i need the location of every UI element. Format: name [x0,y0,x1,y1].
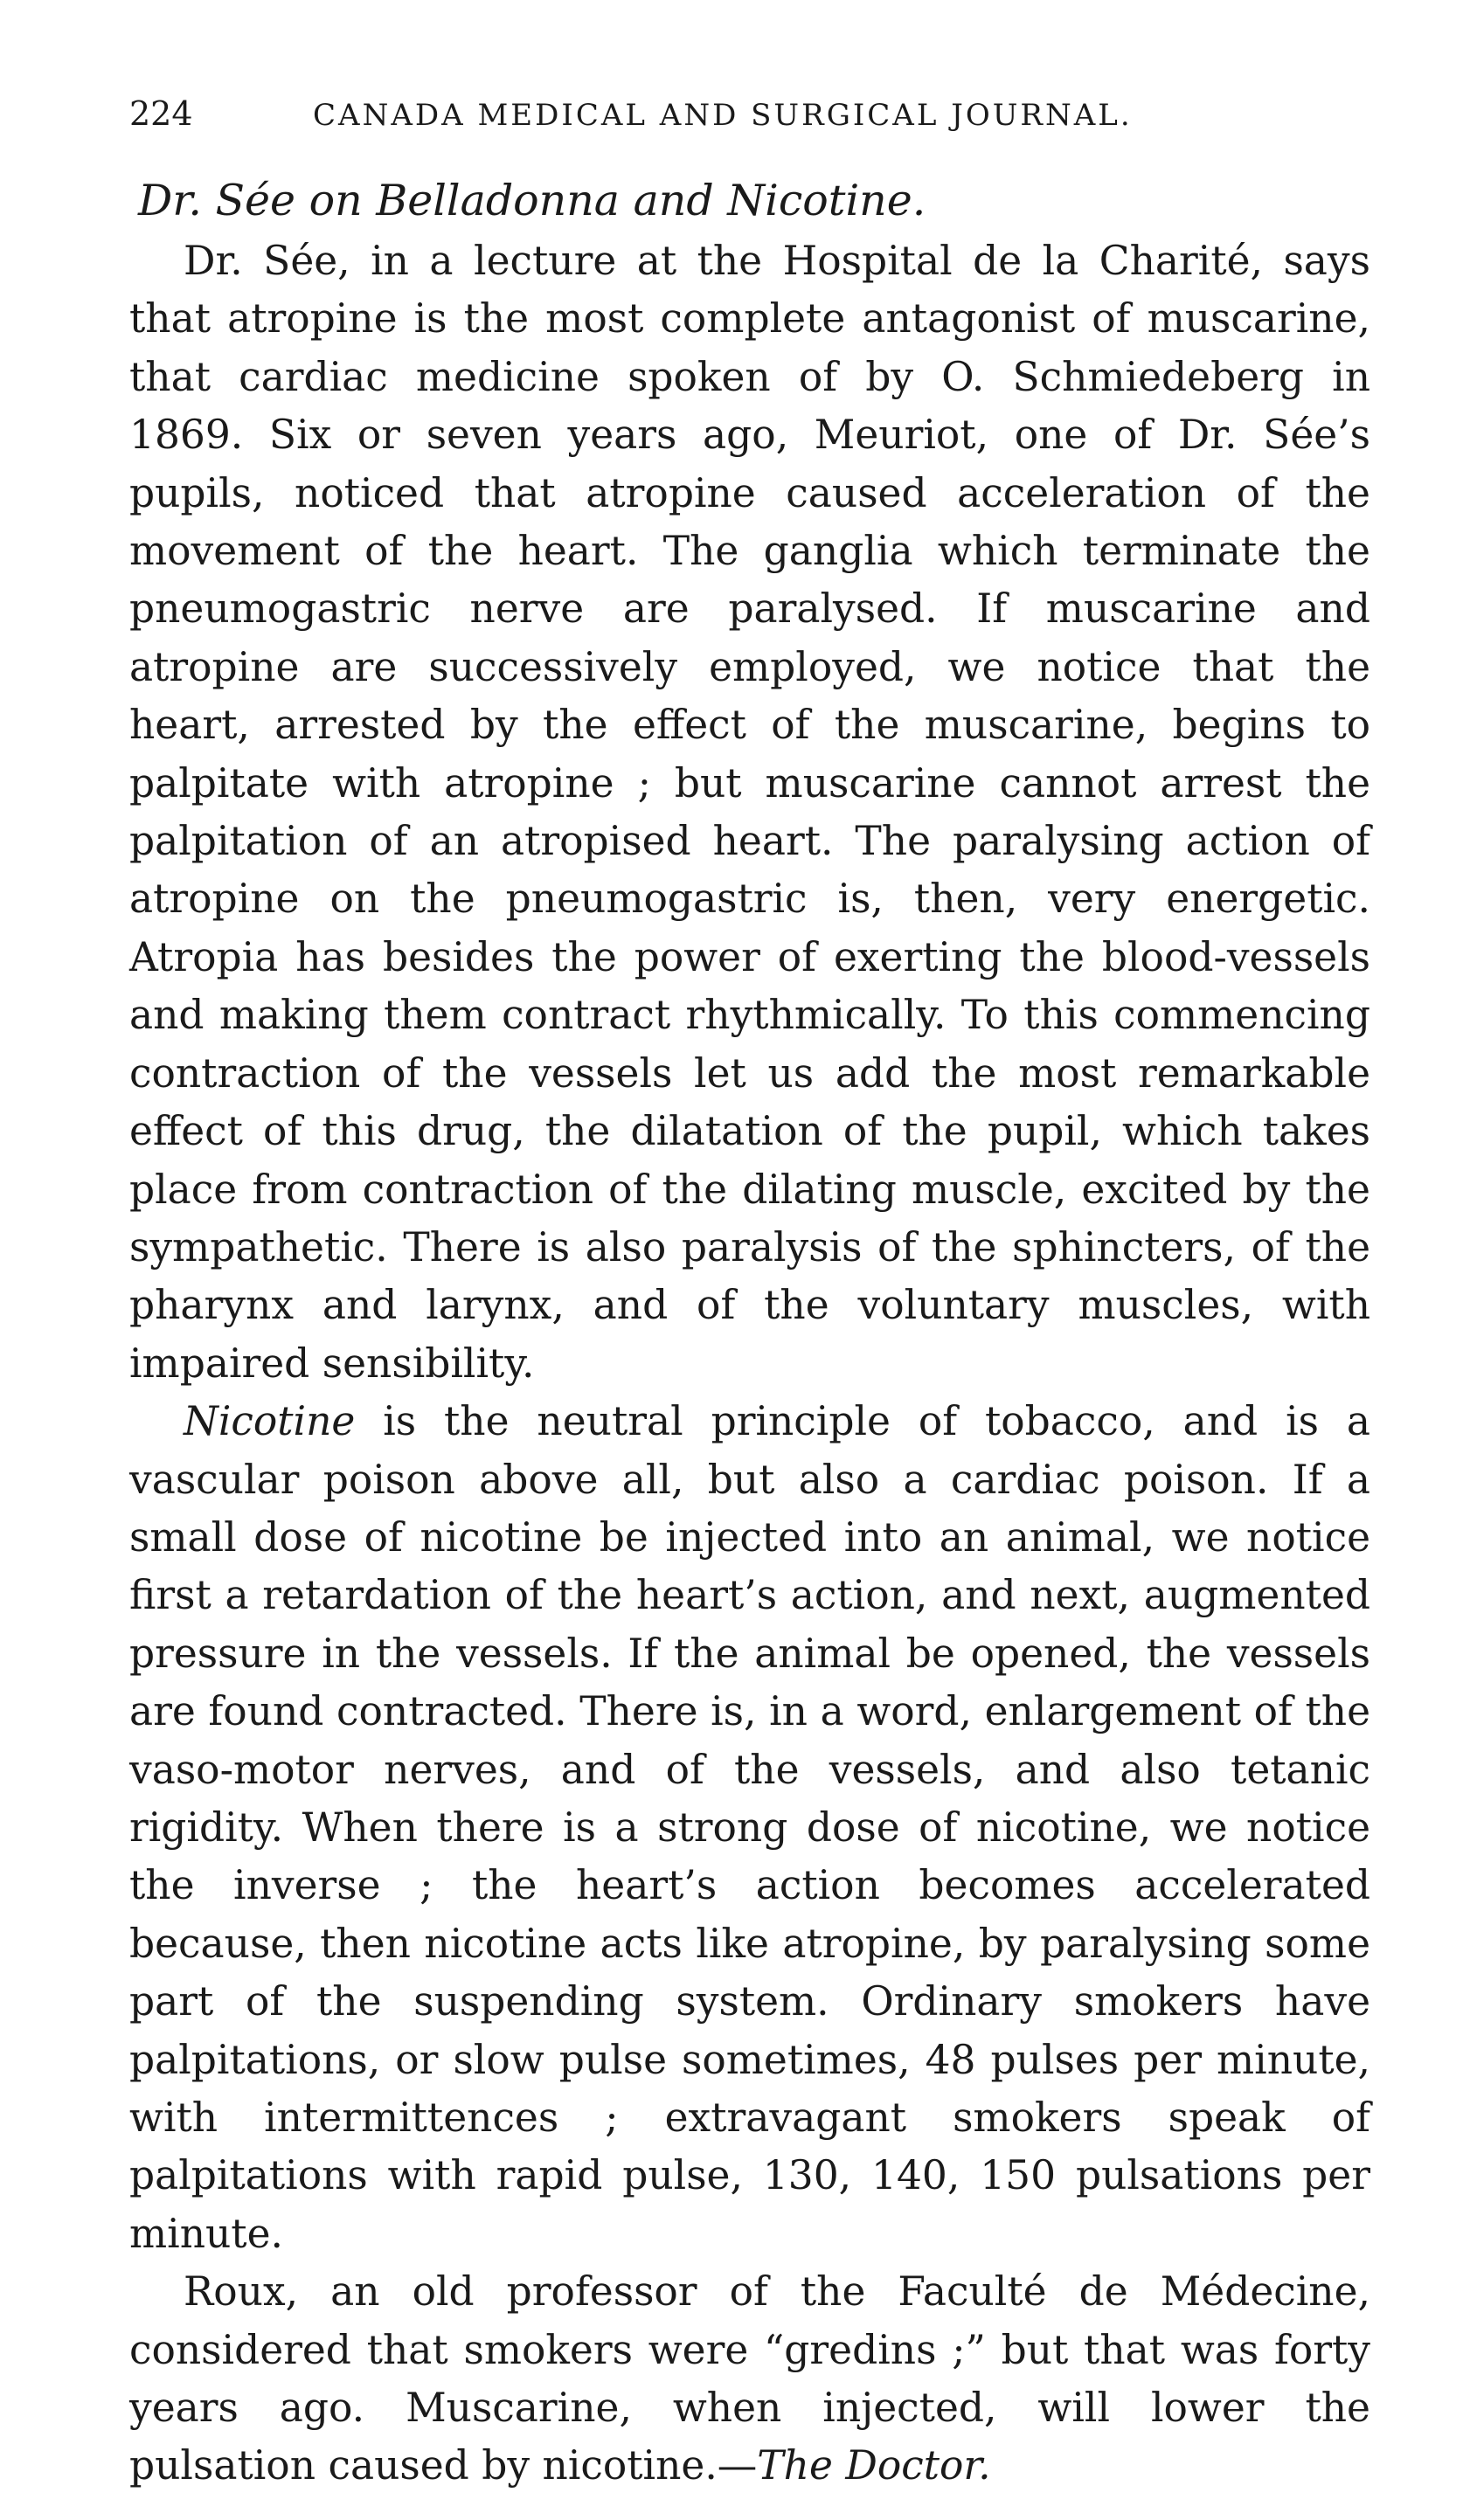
running-head: CANADA MEDICAL AND SURGICAL JOURNAL. [313,98,1133,133]
page-header [129,87,1370,143]
source-citation: The Doctor. [757,2442,991,2489]
paragraph-nicotine-lead: Nicotine [184,1398,356,1445]
paragraph-belladonna: Dr. Sée, in a lecture at the Hospital de la Charité, says that atropine is the most complete antagonist of muscarine, that cardiac medicine spoken of by O. Schmiedeberg in 1869. Six or seven years ago, Meuriot, one of Dr. Sée’s pupils, noticed that atropine caused acceleration of the movement of the heart. The ganglia which terminate the pneumogastric nerve are paralysed. If muscarine and atropine are successively employed, we notice that the heart, arrested by the effect of the muscarine, begins to palpitate with atropine ; but muscarine cannot arrest the palpitation of an atropised heart. The paralysing action of atropine on the pneumogastric is, then, very energetic. Atropia has besides the power of exerting the blood-vessels and making them contract rhythmically. To this commencing contraction of the vessels let us add the most remarkable effect of this drug, the dilatation of the pupil, which takes place from contraction of the dilating muscle, excited by the sympathetic. There is also paralysis of the sphincters, of the pharynx and larynx, and of the voluntary muscles, with impaired sensibility. [129,238,1370,1387]
paragraph-nicotine [129,1393,1370,2263]
page-number: 224 [129,94,193,133]
journal-page [129,87,1370,2496]
article-title: Dr. Sée on Belladonna and Nicotine. [138,176,926,225]
paragraph-roux [129,2263,1370,2496]
paragraph-nicotine-body: is the neutral principle of tobacco, and is a vascular poison above all, but also a cardiac poison. If a small dose of nicotine be injected into an animal, we notice first a retardation of the heart’s action, and next, augmented pressure in the vessels. If the animal be opened, the vessels are found contracted. There is, in a word, enlargement of the vaso-motor nerves, and of the vessels, and also tetanic rigidity. When there is a strong dose of nicotine, we notice the inverse ; the heart’s action becomes accelerated because, then nicotine acts like atropine, by paralysing some part of the suspending system. Ordinary smokers have palpitations, or slow pulse sometimes, 48 pulses per minute, with intermittences ; extravagant smokers speak of palpitations with rapid pulse, 130, 140, 150 pulsations per minute. [129,1398,1370,2257]
paragraph-roux-body: Roux, an old professor of the Faculté de Médecine, considered that smokers were “gredins ;” but that was forty years ago. Muscarine, when injected, will lower the pulsation caused by nicotine.— [129,2268,1370,2489]
